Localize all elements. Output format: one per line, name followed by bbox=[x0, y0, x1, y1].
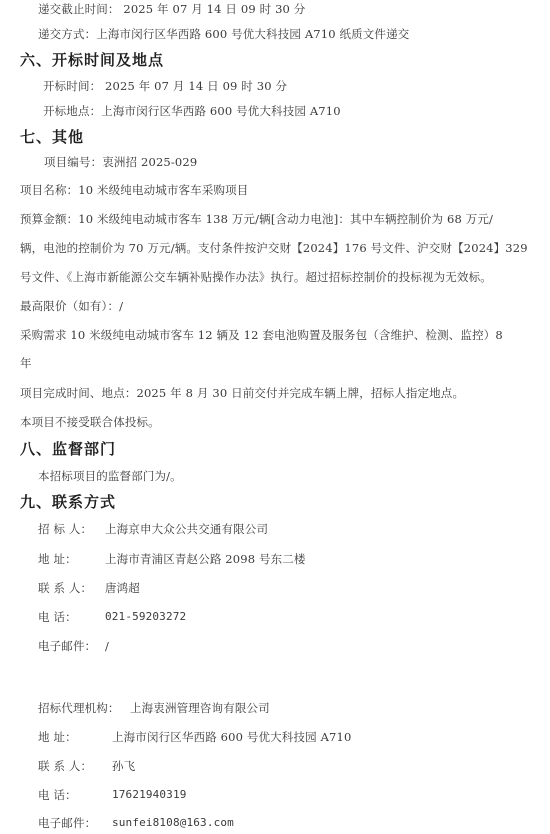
section-9-heading: 九、联系方式 bbox=[20, 493, 117, 511]
project-name: 项目名称：10 米级纯电动城市客车采购项目 bbox=[20, 183, 249, 197]
tenderer-address: 上海市青浦区青赵公路 2098 号东二楼 bbox=[105, 552, 306, 566]
tenderer-phone-label: 电 话： bbox=[38, 610, 77, 624]
agency-contact: 孙飞 bbox=[112, 759, 136, 773]
agency-email-label: 电子邮件： bbox=[38, 816, 97, 830]
tenderer-name-label: 招 标 人： bbox=[38, 522, 93, 536]
tenderer-contact: 唐鸿超 bbox=[105, 581, 140, 595]
agency-contact-label: 联 系 人： bbox=[38, 759, 93, 773]
agency-name-label: 招标代理机构： bbox=[38, 701, 120, 715]
procurement-demand-line-1: 采购需求 10 米级纯电动城市客车 12 辆及 12 套电池购置及服务包（含维护、检测、监控）8 bbox=[20, 328, 503, 342]
budget-line-1: 预算金额：10 米级纯电动城市客车 138 万元/辆[含动力电池]：其中车辆控制价为 68 万元/ bbox=[20, 212, 494, 226]
agency-name: 上海衷洲管理咨询有限公司 bbox=[130, 701, 270, 715]
supervision-text: 本招标项目的监督部门为/。 bbox=[38, 469, 182, 483]
bid-opening-place: 开标地点：上海市闵行区华西路 600 号优大科技园 A710 bbox=[43, 104, 341, 118]
tenderer-email: / bbox=[105, 639, 110, 653]
tenderer-phone: 021-59203272 bbox=[105, 610, 187, 623]
procurement-demand-line-2: 年 bbox=[20, 356, 32, 370]
budget-line-2: 辆，电池的控制价为 70 万元/辆。支付条件按沪交财【2024】176 号文件、沪交财【2024】329 bbox=[20, 241, 528, 255]
section-6-heading: 六、开标时间及地点 bbox=[20, 51, 165, 69]
budget-line-3: 号文件、《上海市新能源公交车辆补贴操作办法》执行。超过招标控制价的投标视为无效标。 bbox=[20, 270, 492, 284]
bid-opening-time: 开标时间： 2025 年 07 月 14 日 09 时 30 分 bbox=[43, 79, 288, 93]
completion-time-place: 项目完成时间、地点：2025 年 8 月 30 日前交付并完成车辆上牌，招标人指定地点。 bbox=[20, 386, 465, 400]
agency-address: 上海市闵行区华西路 600 号优大科技园 A710 bbox=[112, 730, 352, 744]
tenderer-address-label: 地 址： bbox=[38, 552, 77, 566]
agency-phone-label: 电 话： bbox=[38, 788, 77, 802]
submission-deadline: 递交截止时间： 2025 年 07 月 14 日 09 时 30 分 bbox=[38, 2, 306, 16]
agency-phone: 17621940319 bbox=[112, 788, 187, 801]
agency-email: sunfei8108@163.com bbox=[112, 816, 234, 829]
agency-address-label: 地 址： bbox=[38, 730, 77, 744]
consortium-note: 本项目不接受联合体投标。 bbox=[20, 415, 160, 429]
tenderer-email-label: 电子邮件： bbox=[38, 639, 97, 653]
section-8-heading: 八、监督部门 bbox=[20, 440, 117, 458]
tenderer-name: 上海京申大众公共交通有限公司 bbox=[105, 522, 269, 536]
tenderer-contact-label: 联 系 人： bbox=[38, 581, 93, 595]
project-number: 项目编号：衷洲招 2025-029 bbox=[44, 155, 198, 169]
submission-method: 递交方式：上海市闵行区华西路 600 号优大科技园 A710 纸质文件递交 bbox=[38, 27, 410, 41]
max-price: 最高限价（如有）：/ bbox=[20, 299, 124, 313]
section-7-heading: 七、其他 bbox=[20, 128, 85, 146]
